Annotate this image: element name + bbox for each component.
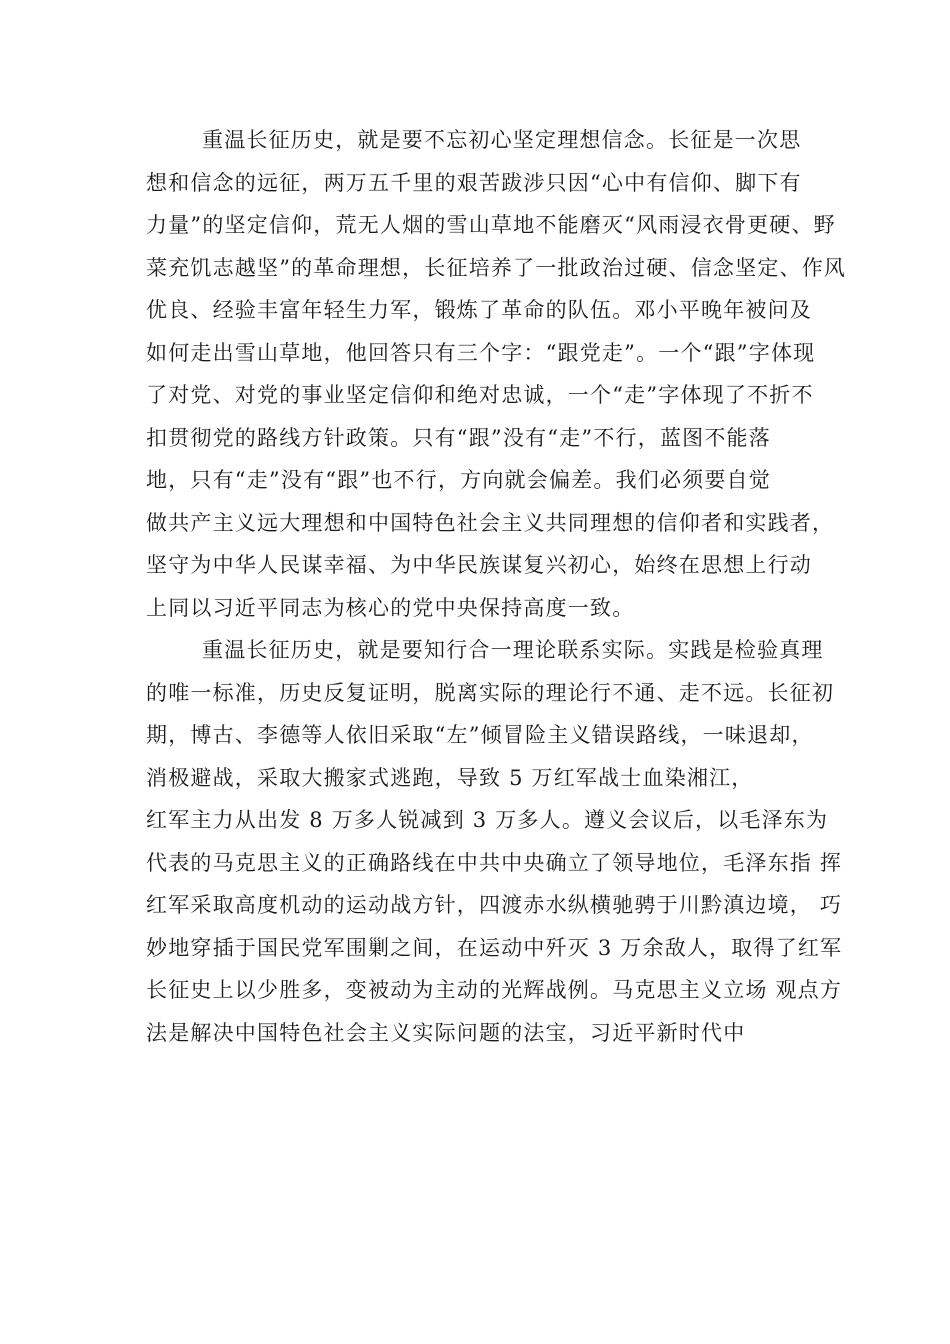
text-line: 红军主力从出发 8 万多人锐减到 3 万多人。遵义会议后，以毛泽东为	[146, 808, 829, 832]
text-line: 坚守为中华人民谋幸福、为中华民族谋复兴初心，始终在思想上行动	[146, 553, 812, 577]
text-line: 长征史上以少胜多，变被动为主动的光辉战例。马克思主义立场 观点方	[146, 978, 843, 1002]
text-line: 如何走出雪山草地，他回答只有三个字：“跟党走”。一个“跟”字体现	[146, 340, 816, 365]
paragraph	[146, 119, 847, 629]
text-line: 重温长征历史，就是要知行合一理论联系实际。实践是检验真理	[202, 638, 824, 662]
text-line: 法是解决中国特色社会主义实际问题的法宝，习近平新时代中	[146, 1020, 746, 1045]
text-line: 扣贯彻党的路线方针政策。只有“跟”没有“走”不行，蓝图不能落	[146, 425, 771, 450]
text-line: 上同以习近平同志为核心的党中央保持高度一致。	[146, 595, 635, 620]
text-line: 妙地穿插于国民党军围剿之间，在运动中歼灭 3 万余敌人，取得了红军	[146, 935, 843, 960]
text-line: 地，只有“走”没有“跟”也不行，方向就会偏差。我们必须要自觉	[146, 468, 771, 492]
document-body	[146, 119, 847, 1054]
text-line: 菜充饥志越坚”的革命理想，长征培养了一批政治过硬、信念坚定、作风	[146, 255, 847, 280]
text-line: 期，博古、李德等人依旧采取“左”倾冒险主义错误路线，一味退却，	[146, 723, 814, 747]
text-line: 代表的马克思主义的正确路线在中共中央确立了领导地位，毛泽东指 挥	[146, 850, 843, 875]
text-line: 想和信念的远征，两万五千里的艰苦跋涉只因“心中有信仰、脚下有	[146, 170, 802, 195]
paragraph	[146, 629, 843, 1054]
text-line: 的唯一标准，历史反复证明，脱离实际的理论行不通、走不远。长征初	[146, 680, 835, 705]
text-line: 消极避战，采取大搬家式逃跑，导致 5 万红军战士血染湘江，	[146, 765, 754, 790]
text-line: 了对党、对党的事业坚定信仰和绝对忠诚，一个“走”字体现了不折不	[146, 383, 814, 407]
text-line: 红军采取高度机动的运动战方针，四渡赤水纵横驰骋于川黔滇边境， 巧	[146, 893, 843, 917]
text-line: 重温长征历史，就是要不忘初心坚定理想信念。长征是一次思	[202, 128, 802, 152]
text-line: 优良、经验丰富年轻生力军，锻炼了革命的队伍。邓小平晚年被问及	[146, 298, 812, 322]
text-line: 力量”的坚定信仰，荒无人烟的雪山草地不能磨灭“风雨浸衣骨更硬、野	[146, 213, 836, 237]
text-line: 做共产主义远大理想和中国特色社会主义共同理想的信仰者和实践者，	[146, 510, 835, 535]
